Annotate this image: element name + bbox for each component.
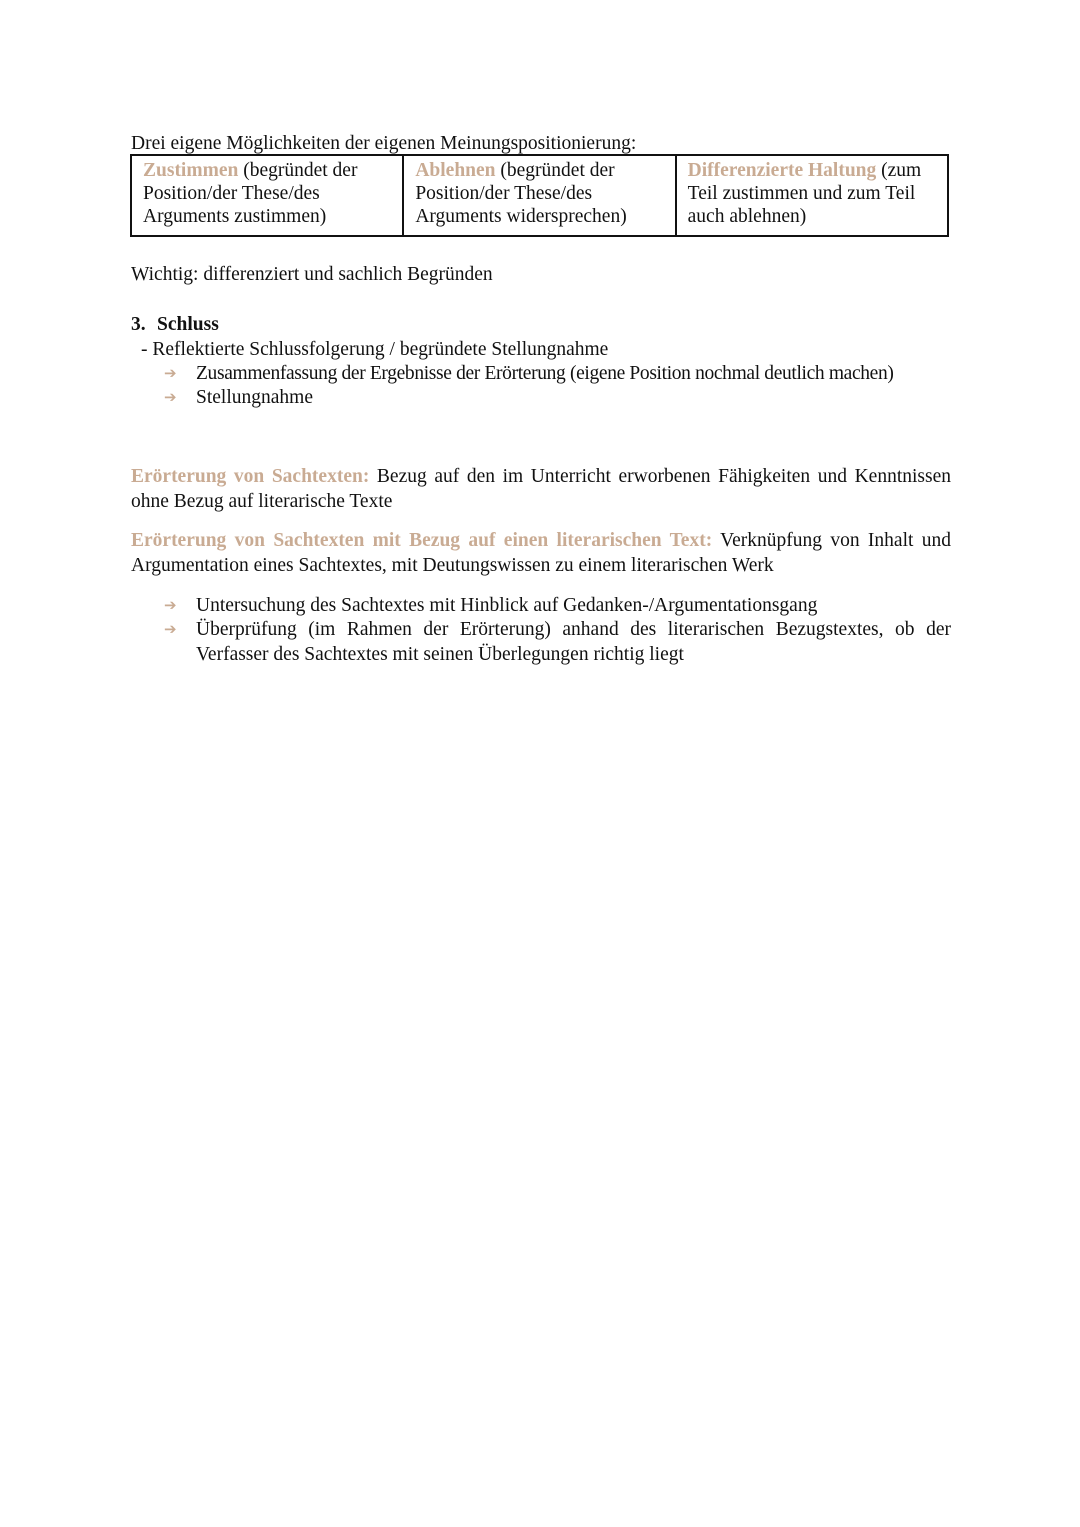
definition-text: Bezug auf den im Unterricht erworbenen Fähigkeiten und Kenntnissen ohne Bezug auf literarische Texte (131, 466, 952, 512)
section-heading (131, 312, 219, 337)
arrow-item-text: Untersuchung des Sachtextes mit Hinblick auf Gedanken-/Argumentationsgang (196, 595, 818, 616)
position-cell-agree (131, 155, 403, 236)
definition-term: Erörterung von Sachtexten: (131, 466, 370, 487)
arrow-icon: ➔ (164, 388, 177, 406)
dash-list-item: - Reflektierte Schlussfolgerung / begründete Stellungnahme (141, 339, 609, 360)
definition-text: Verknüpfung von Inhalt und Argumentation eines Sachtextes, mit Deutungswissen zu einem literarischen Werk (131, 530, 951, 576)
position-term: Ablehnen (415, 160, 496, 181)
arrow-item-text: Zusammenfassung der Ergebnisse der Erörterung (eigene Position nochmal deutlich machen) (196, 363, 894, 384)
arrow-list-item (164, 593, 817, 618)
arrow-list-item (164, 385, 313, 410)
position-description: (zum Teil zustimmen und zum Teil auch ablehnen) (687, 160, 922, 227)
arrow-item-text: Überprüfung (im Rahmen der Erörterung) anhand des literarischen Bezugstextes, ob der Verfasser des Sachtextes mit seinen Überlegungen richtig liegt (196, 619, 951, 665)
arrow-list-item (164, 617, 951, 667)
arrow-item-text: Stellungnahme (196, 387, 313, 408)
position-description: (begründet der Position/der These/des Arguments widersprechen) (415, 160, 627, 227)
arrow-icon: ➔ (164, 596, 177, 614)
intro-line: Drei eigene Möglichkeiten der eigenen Meinungspositionierung: (131, 133, 637, 154)
arrow-icon: ➔ (164, 364, 177, 382)
section-title: Schluss (157, 314, 219, 335)
important-note: Wichtig: differenziert und sachlich Begründen (131, 264, 493, 285)
positions-table (130, 154, 949, 237)
definition-paragraph (131, 464, 951, 514)
definition-term: Erörterung von Sachtexten mit Bezug auf einen literarischen Text: (131, 530, 713, 551)
definition-paragraph (131, 528, 951, 578)
position-cell-differentiated (676, 155, 948, 236)
section-number: 3. (131, 314, 146, 335)
position-term: Zustimmen (143, 160, 239, 181)
position-description: (begründet der Position/der These/des Arguments zustimmen) (143, 160, 358, 227)
arrow-icon: ➔ (164, 620, 177, 638)
positions-row (131, 155, 948, 236)
arrow-list-item (164, 361, 894, 386)
position-cell-reject (403, 155, 675, 236)
position-term: Differenzierte Haltung (687, 160, 877, 181)
